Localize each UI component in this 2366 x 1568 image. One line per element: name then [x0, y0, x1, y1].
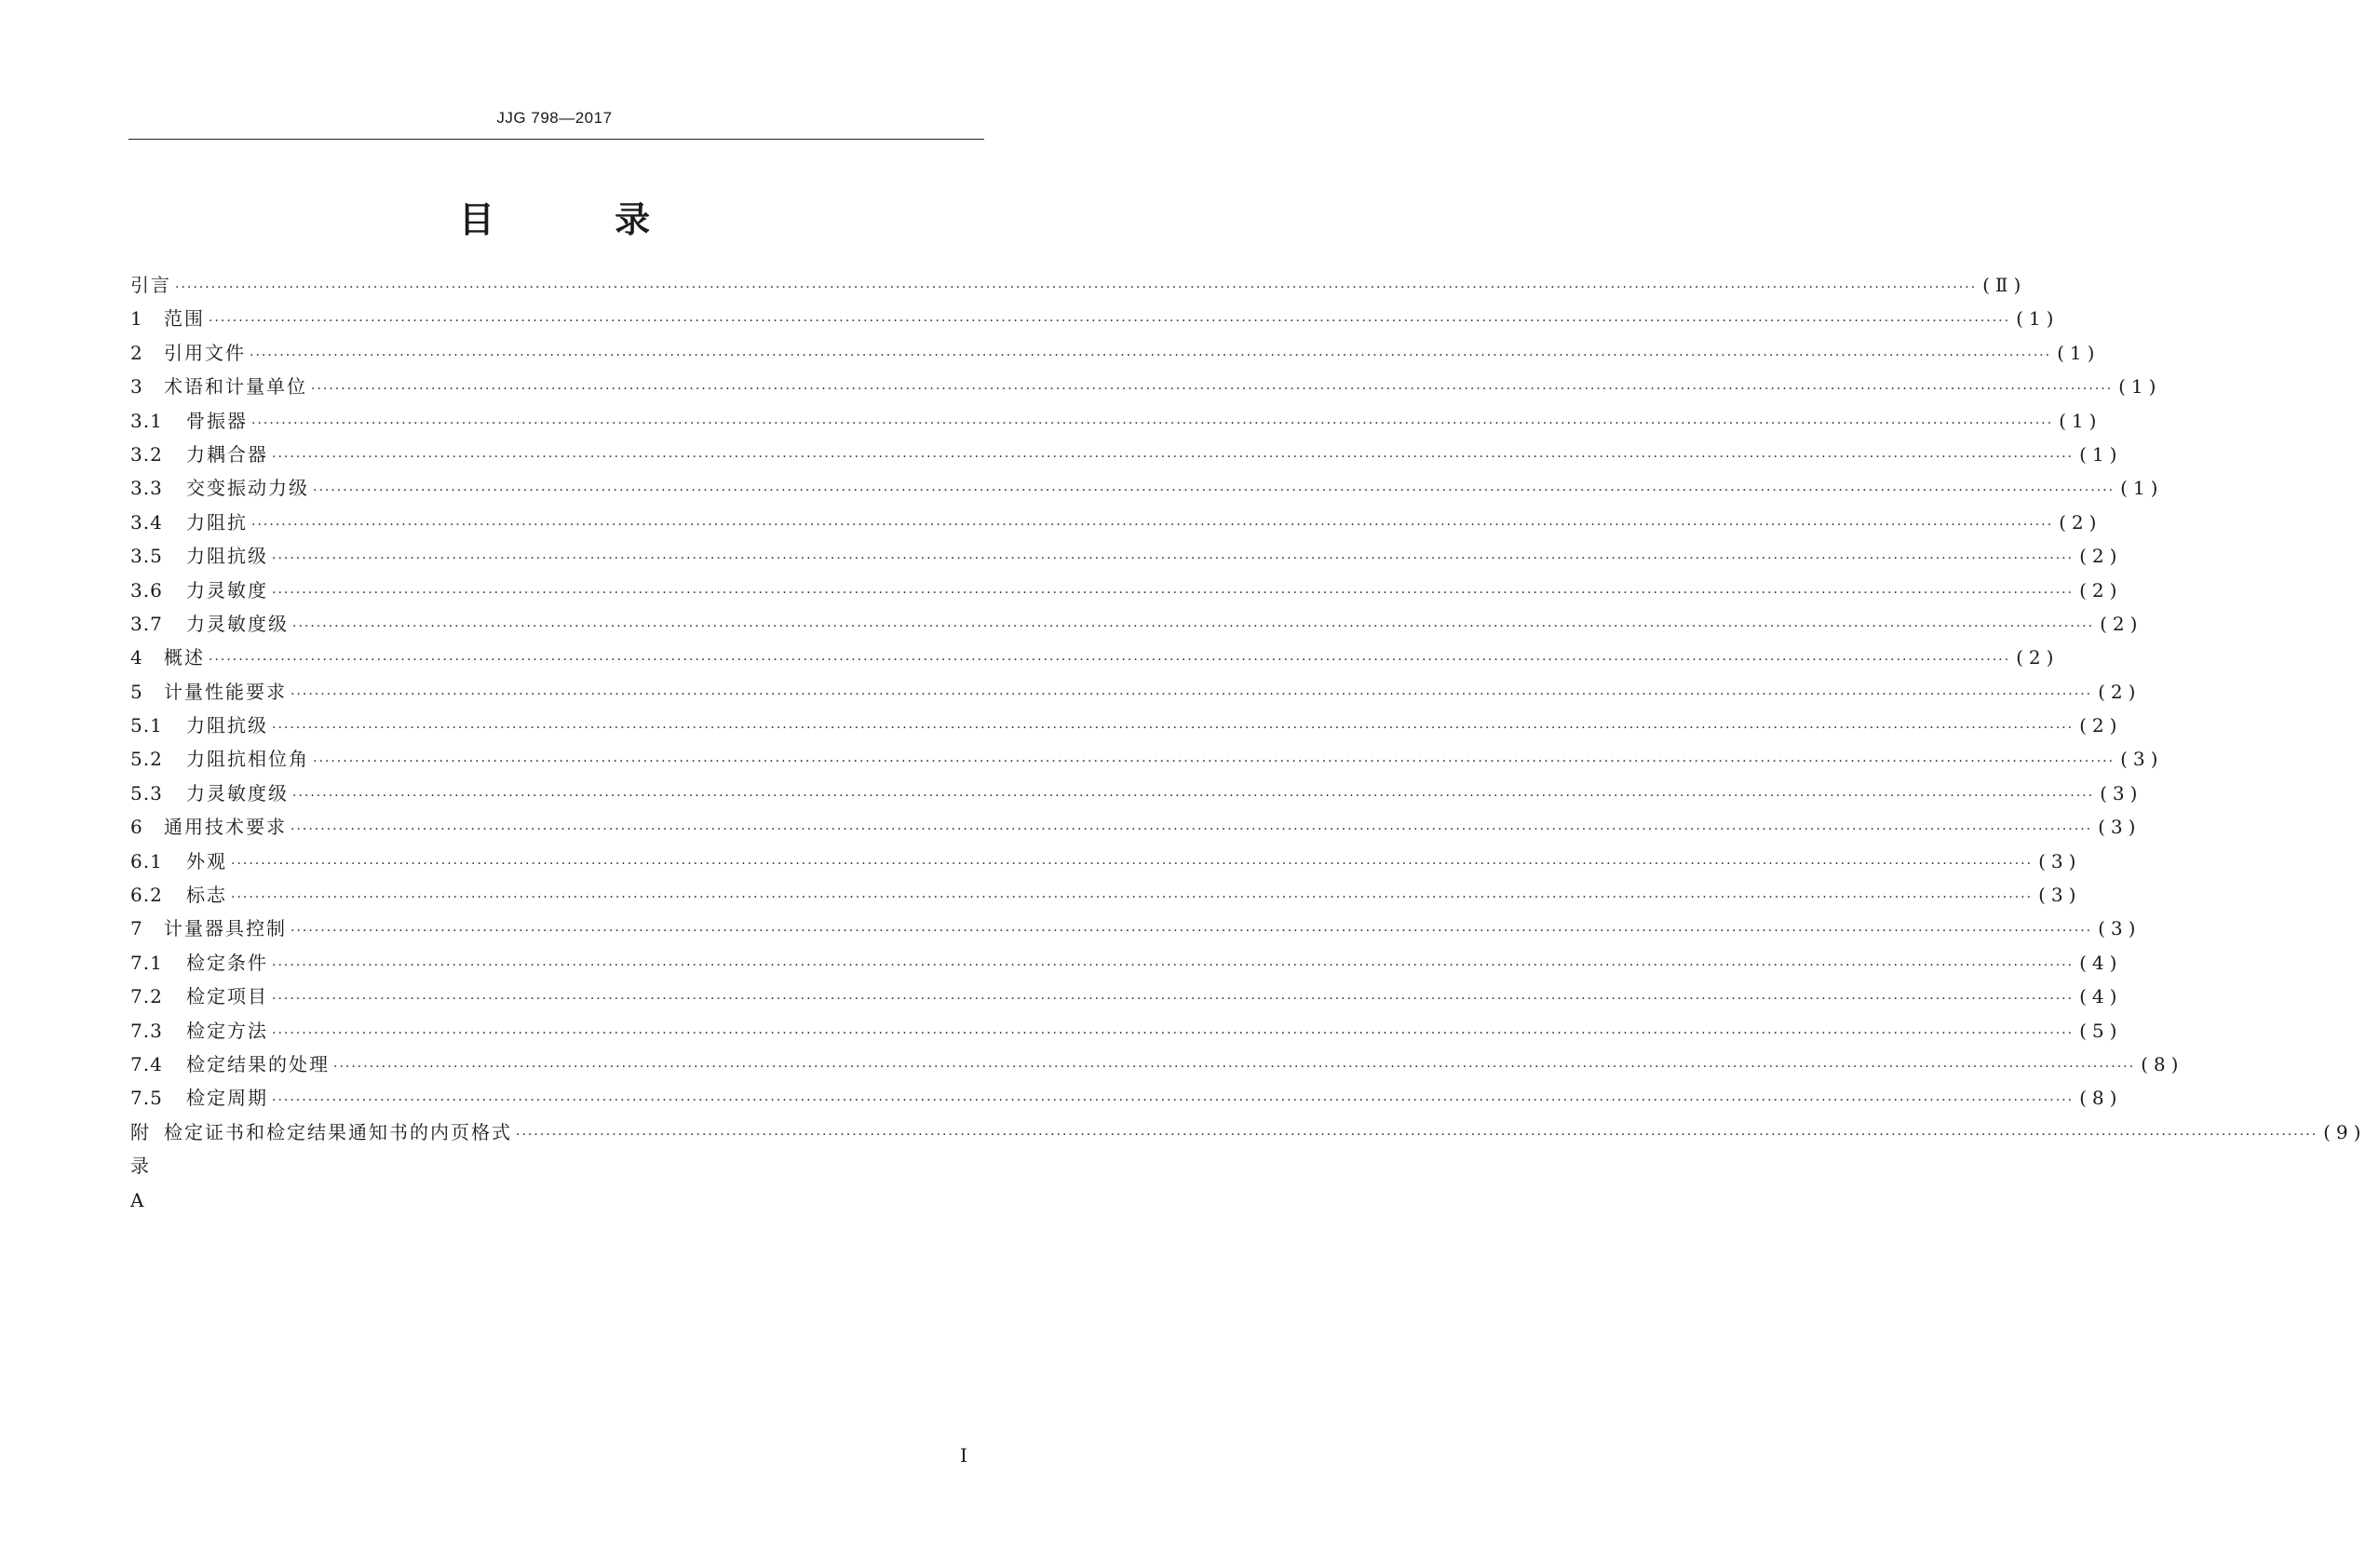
- toc-entry[interactable]: [130, 709, 2123, 742]
- toc-entry[interactable]: [130, 506, 2102, 539]
- dot-leader: ············································································································································································································································································································: [311, 382, 2114, 398]
- toc-entry-page: (8): [2079, 1087, 2123, 1110]
- dot-leader: ············································································································································································································································································································: [231, 890, 2034, 906]
- toc-entry-number: 5.1: [130, 714, 163, 737]
- toc-entry[interactable]: [130, 302, 2060, 335]
- toc-entry-label: 检定条件: [186, 951, 268, 974]
- toc-entry-number: 4: [130, 646, 143, 669]
- toc-entry-number: 1: [130, 307, 143, 331]
- toc-entry-label: 术语和计量单位: [164, 375, 307, 399]
- toc-entry-label: 力灵敏度级: [186, 781, 289, 804]
- toc-entry-page: (2): [2079, 545, 2123, 568]
- dot-leader: ············································································································································································································································································································: [251, 517, 2054, 533]
- toc-entry-number: 7.5: [130, 1087, 163, 1110]
- toc-entry-page: (2): [2079, 714, 2123, 737]
- toc-entry-label: 标志: [186, 884, 227, 907]
- toc-entry-label: 范围: [164, 307, 205, 331]
- toc-entry-page: (4): [2079, 985, 2123, 1008]
- toc-entry[interactable]: [130, 268, 2027, 302]
- standard-code: JJG 798—2017: [496, 109, 613, 127]
- toc-entry-label: 交变振动力级: [186, 477, 309, 500]
- dot-leader: ············································································································································································································································································································: [292, 788, 2095, 804]
- toc-entry-label: 检定证书和检定结果通知书的内页格式: [164, 1120, 512, 1143]
- toc-entry-page: (1): [2118, 375, 2162, 399]
- toc-entry[interactable]: [130, 471, 2164, 505]
- toc-entry-page: (1): [2057, 341, 2101, 364]
- toc-entry-page: (2): [2098, 680, 2142, 703]
- dot-leader: ············································································································································································································································································································: [333, 1059, 2136, 1075]
- toc-entry[interactable]: [130, 1081, 2123, 1115]
- dot-leader: ············································································································································································································································································································: [291, 924, 2093, 939]
- toc-entry-page: (3): [2100, 781, 2143, 804]
- dot-leader: ············································································································································································································································································································: [292, 618, 2095, 634]
- toc-entry-page: (5): [2079, 1019, 2123, 1042]
- toc-entry[interactable]: [130, 1115, 2366, 1211]
- dot-leader: ············································································································································································································································································································: [272, 957, 2075, 973]
- toc-entry-number: 5.3: [130, 781, 163, 804]
- toc-entry[interactable]: [130, 810, 2142, 844]
- toc-entry[interactable]: [130, 370, 2162, 403]
- toc-entry-label: 力阻抗级: [186, 714, 268, 737]
- toc-entry[interactable]: [130, 574, 2123, 607]
- toc-entry-number: 附录 A: [130, 1120, 150, 1211]
- toc-entry-label: 外观: [186, 849, 227, 872]
- dot-leader: ············································································································································································································································································································: [209, 653, 2011, 669]
- toc-entry-page: (3): [2098, 917, 2142, 940]
- toc-entry-page: (1): [2016, 307, 2060, 331]
- toc-entry-page: (2): [2016, 646, 2060, 669]
- toc-entry[interactable]: [130, 946, 2123, 980]
- toc-entry-page: (2): [2079, 578, 2123, 602]
- toc-entry-page: (9): [2323, 1120, 2366, 1143]
- toc-entry-page: (2): [2059, 510, 2102, 534]
- page-title: 目 录: [458, 199, 705, 240]
- header-rule: [128, 139, 984, 140]
- toc-entry-number: 7.1: [130, 951, 163, 974]
- toc-entry-label: 检定方法: [186, 1019, 268, 1042]
- toc-entry-number: 3: [130, 375, 143, 399]
- page-number: Ⅰ: [960, 1444, 967, 1467]
- toc-entry[interactable]: [130, 1014, 2123, 1048]
- toc-entry[interactable]: [130, 742, 2164, 776]
- toc-entry-label: 通用技术要求: [164, 816, 287, 839]
- toc-entry[interactable]: [130, 641, 2060, 674]
- toc-entry[interactable]: [130, 607, 2143, 641]
- toc-entry[interactable]: [130, 878, 2082, 912]
- toc-entry-page: (1): [2079, 442, 2123, 466]
- toc-entry-number: 3.2: [130, 442, 163, 466]
- toc-entry[interactable]: [130, 404, 2102, 438]
- dot-leader: ············································································································································································································································································································: [175, 280, 1978, 295]
- toc-entry-label: 检定周期: [186, 1087, 268, 1110]
- toc-entry-label: 力灵敏度级: [186, 612, 289, 635]
- toc-entry-label: 力灵敏度: [186, 578, 268, 602]
- toc-entry[interactable]: [130, 777, 2143, 810]
- dot-leader: ············································································································································································································································································································: [272, 551, 2075, 567]
- toc-entry-page: (2): [2100, 612, 2143, 635]
- toc-entry-number: 7.4: [130, 1052, 163, 1075]
- toc-entry-number: 6.2: [130, 884, 163, 907]
- toc-entry-number: 5: [130, 680, 143, 703]
- toc-entry[interactable]: [130, 912, 2142, 945]
- toc-entry-page: (1): [2120, 477, 2164, 500]
- toc-entry[interactable]: [130, 980, 2123, 1013]
- toc-entry-label: 力阻抗: [186, 510, 248, 534]
- toc-entry-page: (Ⅱ): [1982, 274, 2027, 296]
- dot-leader: ············································································································································································································································································································: [516, 1127, 2319, 1142]
- toc-entry-label: 骨振器: [186, 409, 248, 432]
- toc-entry-number: 6.1: [130, 849, 163, 872]
- toc-entry-page: (4): [2079, 951, 2123, 974]
- toc-entry-number: 3.4: [130, 510, 163, 534]
- toc-entry-label: 概述: [164, 646, 205, 669]
- toc-entry-page: (1): [2059, 409, 2102, 432]
- dot-leader: ············································································································································································································································································································: [250, 347, 2052, 363]
- toc-entry-label: 检定项目: [186, 985, 268, 1008]
- dot-leader: ············································································································································································································································································································: [291, 822, 2093, 838]
- toc-entry-label: 计量性能要求: [164, 680, 287, 703]
- dot-leader: ············································································································································································································································································································: [272, 992, 2075, 1007]
- dot-leader: ············································································································································································································································································································: [231, 856, 2034, 872]
- toc-entry-number: 7.3: [130, 1019, 163, 1042]
- toc-entry[interactable]: [130, 438, 2123, 471]
- dot-leader: ············································································································································································································································································································: [313, 483, 2116, 499]
- dot-leader: ············································································································································································································································································································: [272, 449, 2075, 465]
- toc-entry-number: 3.7: [130, 612, 163, 635]
- toc-entry-label: 检定结果的处理: [186, 1052, 330, 1075]
- toc-entry-number: 3.3: [130, 477, 163, 500]
- toc-entry-number: 7.2: [130, 985, 163, 1008]
- toc-entry-page: (3): [2038, 884, 2082, 907]
- toc-entry-page: (8): [2141, 1052, 2184, 1075]
- toc-entry-number: 2: [130, 341, 143, 364]
- table-of-contents: [130, 268, 2366, 1211]
- toc-entry-number: 3.6: [130, 578, 163, 602]
- dot-leader: ············································································································································································································································································································: [272, 1093, 2075, 1109]
- dot-leader: ············································································································································································································································································································: [251, 415, 2054, 431]
- toc-entry[interactable]: [130, 675, 2142, 709]
- toc-entry-label: 引用文件: [164, 341, 246, 364]
- toc-entry[interactable]: [130, 845, 2082, 878]
- dot-leader: ············································································································································································································································································································: [272, 1025, 2075, 1041]
- toc-entry[interactable]: [130, 539, 2123, 573]
- dot-leader: ············································································································································································································································································································: [313, 754, 2116, 770]
- dot-leader: ············································································································································································································································································································: [291, 686, 2093, 702]
- toc-entry-page: (3): [2098, 816, 2142, 839]
- toc-entry-label: 计量器具控制: [164, 917, 287, 940]
- toc-entry-label: 引言: [130, 274, 171, 296]
- toc-entry-number: 7: [130, 917, 143, 940]
- toc-entry-label: 力耦合器: [186, 442, 268, 466]
- toc-entry-page: (3): [2038, 849, 2082, 872]
- toc-entry-number: 5.2: [130, 748, 163, 771]
- toc-entry[interactable]: [130, 336, 2101, 370]
- dot-leader: ············································································································································································································································································································: [272, 585, 2075, 601]
- toc-entry-number: 3.5: [130, 545, 163, 568]
- toc-entry-number: 6: [130, 816, 143, 839]
- dot-leader: ············································································································································································································································································································: [209, 314, 2011, 330]
- toc-entry[interactable]: [130, 1048, 2184, 1081]
- toc-entry-page: (3): [2120, 748, 2164, 771]
- toc-entry-label: 力阻抗级: [186, 545, 268, 568]
- dot-leader: ············································································································································································································································································································: [272, 721, 2075, 737]
- toc-entry-label: 力阻抗相位角: [186, 748, 309, 771]
- toc-entry-number: 3.1: [130, 409, 163, 432]
